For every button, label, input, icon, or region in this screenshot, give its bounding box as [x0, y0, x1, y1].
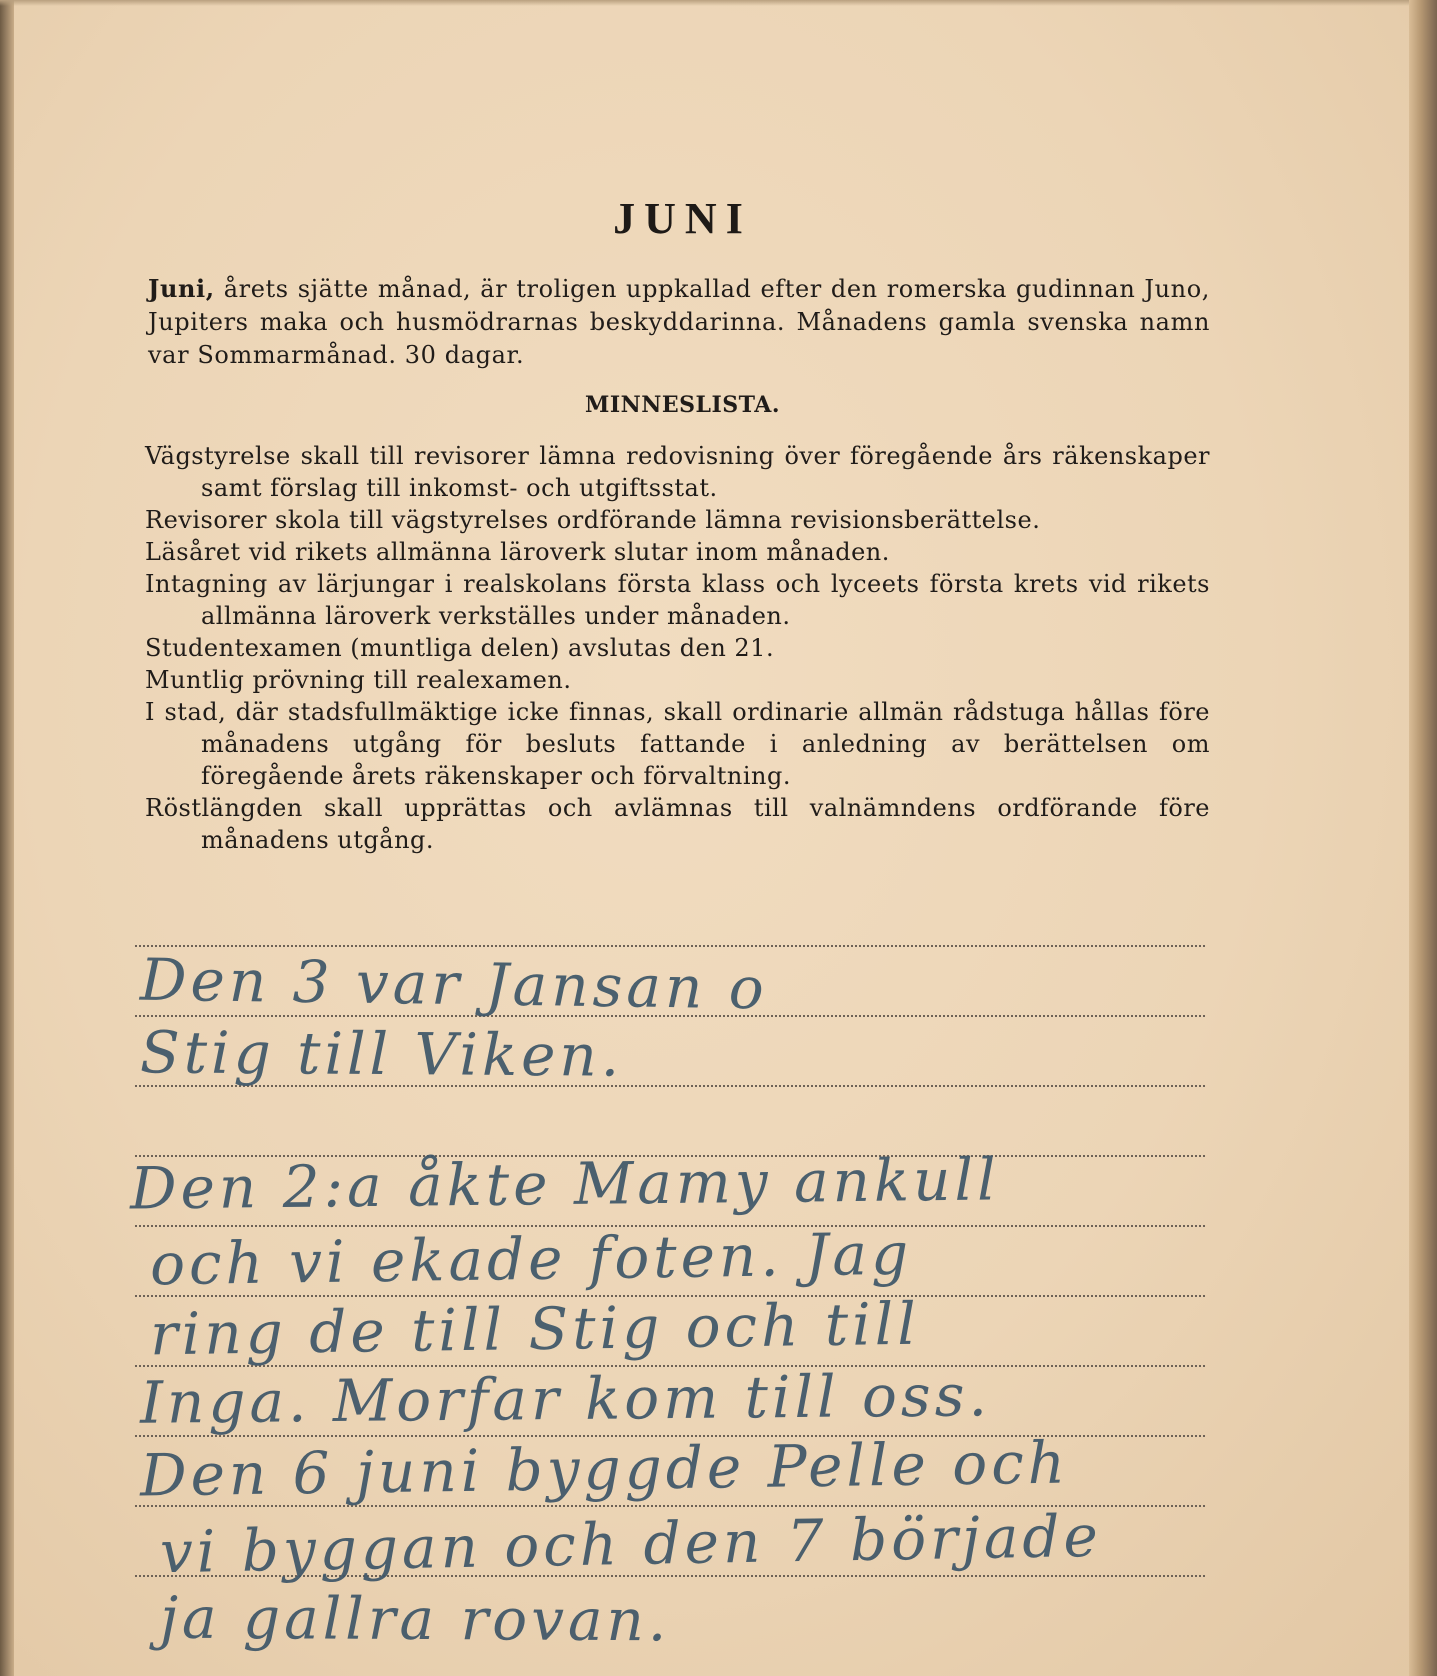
handwritten-line: och vi ekade foten. Jag: [149, 1219, 913, 1299]
memo-item: Studentexamen (muntliga delen) avslutas den 21.: [145, 634, 775, 662]
intro-lead: Juni,: [148, 274, 215, 303]
memo-item: Revisorer skola till vägstyrelses ordförande lämna revisionsberättelse.: [145, 506, 1041, 534]
memo-item: I stad, där stadsfullmäktige icke finnas, skall ordinarie allmän rådstuga hållas före månadens utgång för besluts fattande i anledning av berättelsen om föregående årets räkenskaper och förvaltning.: [145, 698, 1210, 790]
handwritten-line: ja gallra rovan.: [159, 1583, 671, 1655]
memo-item: Intagning av lärjungar i realskolans första klass och lyceets första krets vid rikets allmänna läroverk verkställes under månaden.: [145, 570, 1210, 630]
intro-text: årets sjätte månad, är troligen uppkallad efter den romerska gudinnan Juno, Jupiters maka och husmödrarnas beskyddarinna. Månadens gamla svenska namn var Sommarmånad. 30 dagar.: [148, 275, 1210, 369]
handwritten-line: Den 6 juni byggde Pelle och: [139, 1428, 1070, 1510]
memo-item: Läsåret vid rikets allmänna läroverk slutar inom månaden.: [145, 538, 890, 566]
handwritten-line: Den 2:a åkte Mamy ankull: [129, 1145, 1000, 1223]
handwritten-line: vi byggan och den 7 började: [159, 1501, 1103, 1587]
handwritten-line: Inga. Morfar kom till oss.: [139, 1361, 992, 1437]
memo-item: Vägstyrelse skall till revisorer lämna redovisning över föregående års räkenskaper samt förslag till inkomst- och utgiftsstat.: [145, 442, 1210, 502]
memo-list-heading: MINNESLISTA.: [584, 392, 781, 418]
month-title: JUNI: [613, 194, 752, 243]
memo-item: Muntlig prövning till realexamen.: [145, 666, 572, 694]
handwritten-line: Stig till Viken.: [139, 1018, 624, 1090]
handwritten-line: Den 3 var Jansan o: [139, 945, 769, 1023]
memo-item: Röstlängden skall upprättas och avlämnas till valnämndens ordförande före månadens utgång.: [145, 794, 1210, 854]
handwritten-line: ring de till Stig och till: [149, 1289, 921, 1369]
